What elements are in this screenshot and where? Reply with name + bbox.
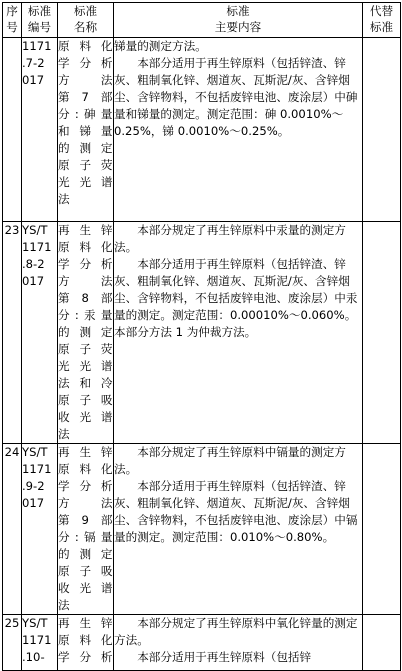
- replaced-standard: [363, 38, 401, 222]
- standard-content: [114, 615, 363, 671]
- content-paragraph: 本部分适用于再生锌原料（包括锌渣、锌灰、粗制氧化锌、烟道灰、瓦斯泥/灰、含锌烟尘、含锌物料，不包括废锌电池、废涂层）中汞量的测定。测定范围：0.00010%～0.060%。本部分方法 1 为仲裁方法。: [114, 257, 358, 339]
- standard-content: [114, 38, 363, 222]
- replaced-standard: [363, 444, 401, 615]
- content-paragraph: 本部分适用于再生锌原料（包括锌渣、锌灰、粗制氧化锌、烟道灰、瓦斯泥/灰、含锌烟尘、含锌物料，不包括废锌电池、废涂层）中砷量和锑量的测定。测定范围：砷 0.0010%～0.25%，锑 0.0010%～0.25%。: [114, 56, 358, 138]
- standard-code: YS/T 1171 .8-2 017: [22, 222, 58, 444]
- replaced-standard: [363, 222, 401, 444]
- standard-code: 1171 .7-2 017: [22, 38, 58, 222]
- table-row: [3, 615, 401, 671]
- standard-name: 再生锌 原料化 学分析 方 法 第9部 分:镉量 的测定 原子吸 收光谱 法: [58, 444, 114, 615]
- content-paragraph: 锑量的测定方法。: [114, 39, 207, 53]
- row-number: 24: [3, 444, 22, 615]
- standard-name: 再生锌 原料化 学分析 方 法 第8部 分:汞量 的测定 原子荧 光光谱 法和冷 原子吸 收光谱 法: [58, 222, 114, 444]
- row-number: [3, 38, 22, 222]
- content-paragraph: 本部分规定了再生锌原料中汞量的测定方法。: [114, 223, 346, 254]
- header-replace: 代替 标准: [363, 3, 401, 38]
- row-number: 23: [3, 222, 22, 444]
- table-row: [3, 444, 401, 615]
- standard-code: YS/T 1171 .9-2 017: [22, 444, 58, 615]
- table-header: [3, 3, 401, 38]
- row-number: 25: [3, 615, 22, 671]
- table-row: [3, 38, 401, 222]
- content-paragraph: 本部分适用于再生锌原料（包括锌渣、锌灰、粗制氧化锌、烟道灰、瓦斯泥/灰、含锌烟尘、含锌物料，不包括废锌电池、废涂层）中镉量的测定。测定范围：0.010%～0.80%。: [114, 479, 358, 544]
- header-name: 标准 名称: [58, 3, 114, 38]
- standard-name: 原料化 学分析 方 法 第7部 分:砷量 和锑量 的测定 原子荧 光光谱 法: [58, 38, 114, 222]
- standard-code: YS/T 1171 .10-: [22, 615, 58, 671]
- header-no: 序 号: [3, 3, 22, 38]
- replaced-standard: [363, 615, 401, 671]
- standard-name: 再生锌 原料化 学分析: [58, 615, 114, 671]
- content-paragraph: 本部分规定了再生锌原料中镉量的测定方法。: [114, 445, 346, 476]
- header-code: 标准 编号: [22, 3, 58, 38]
- standard-content: [114, 222, 363, 444]
- content-paragraph: 本部分规定了再生锌原料中氧化锌量的测定方法。: [114, 616, 358, 647]
- header-content: 标准 主要内容: [114, 3, 363, 38]
- table-row: [3, 222, 401, 444]
- standards-table: [2, 2, 401, 671]
- standard-content: [114, 444, 363, 615]
- content-paragraph: 本部分适用于再生锌原料（包括锌: [137, 650, 312, 664]
